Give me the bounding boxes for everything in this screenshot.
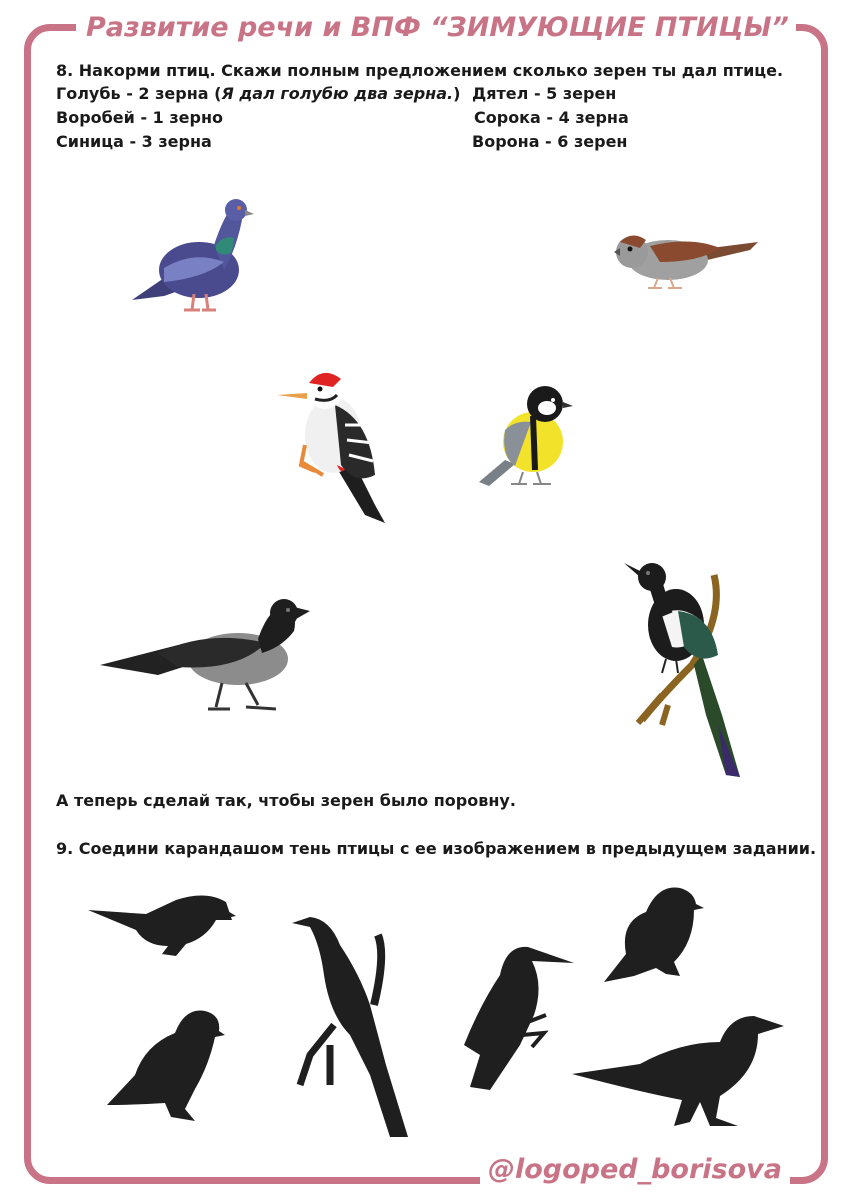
sparrow-shadow[interactable] <box>86 890 236 960</box>
item-titmouse: Синица - 3 зерна <box>56 132 212 151</box>
item-sparrow: Воробей - 1 зерно <box>56 108 223 127</box>
pigeon-shadow[interactable] <box>105 1005 225 1125</box>
author-handle: @logoped_borisova <box>480 1150 790 1190</box>
task8-heading: 8. Накорми птиц. Скажи полным предложением сколько зерен ты дал птице. <box>56 61 784 80</box>
magpie-shadow[interactable] <box>290 915 415 1140</box>
task8-example <box>56 83 460 105</box>
example-prefix: Голубь - 2 зерна ( <box>56 84 222 103</box>
crow-shadow[interactable] <box>570 1012 785 1132</box>
item-magpie: Сорока - 4 зерна <box>474 108 629 127</box>
page-title: Развитие речи и ВПФ “ЗИМУЮЩИЕ ПТИЦЫ” <box>76 8 796 48</box>
woodpecker-shadow[interactable] <box>460 935 580 1095</box>
pigeon-illustration <box>124 190 259 320</box>
task8-followup: А теперь сделай так, чтобы зерен было поровну. <box>56 791 516 810</box>
sparrow-illustration <box>610 222 760 297</box>
titmouse-shadow[interactable] <box>600 882 705 987</box>
woodpecker-illustration <box>275 365 395 525</box>
task9-heading: 9. Соедини карандашом тень птицы с ее изображением в предыдущем задании. <box>56 839 817 858</box>
example-sentence: Я дал голубю два зерна. <box>221 84 454 103</box>
crow-illustration <box>98 595 313 720</box>
magpie-illustration <box>622 555 757 780</box>
example-suffix: ) <box>453 84 461 103</box>
item-woodpecker: Дятел - 5 зерен <box>472 84 617 103</box>
titmouse-illustration <box>475 380 580 490</box>
item-crow: Ворона - 6 зерен <box>472 132 628 151</box>
